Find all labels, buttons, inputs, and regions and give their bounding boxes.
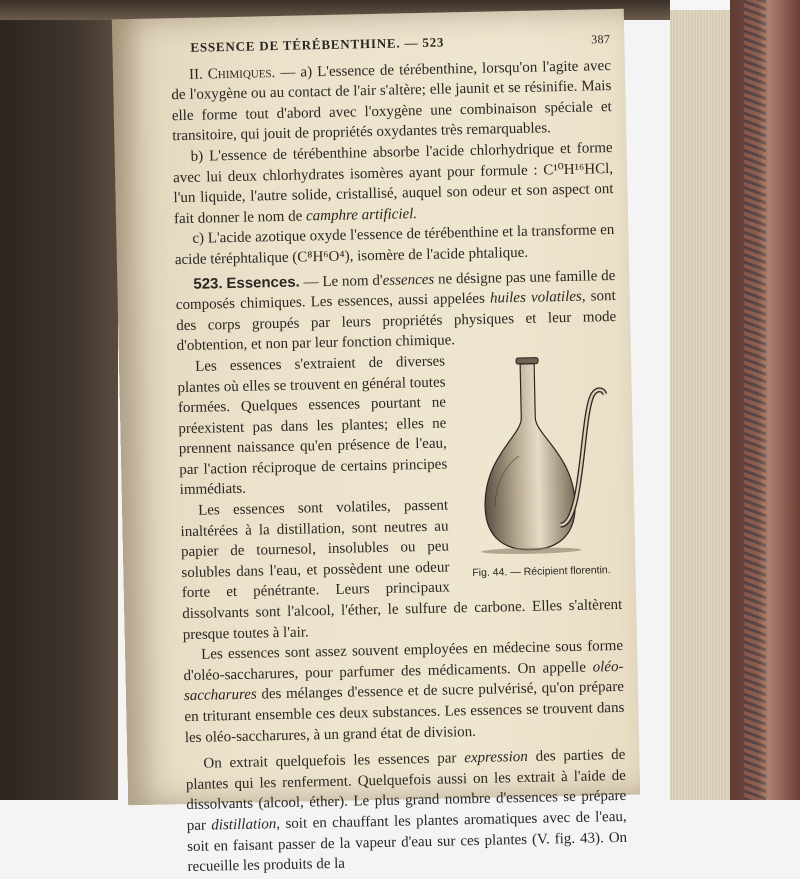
text-flow-with-figure bbox=[177, 348, 623, 645]
paragraph-extraction: Les essences s'extraient de diverses plantes où elles se trouvent en général toutes formées. Quelques essences pourtant ne préexistent pas dans les plantes; elles ne prennent naissance qu'en présence de l'eau, par l'action réciproque de certains principes immédiats. bbox=[177, 353, 448, 499]
running-head-section: — 523 bbox=[404, 34, 445, 51]
florentine-flask-illustration bbox=[462, 354, 616, 557]
paragraph-oleo-saccharures: Les essences sont assez souvent employées en médecine sous forme d'oléo-saccharures, pour parfumer des médicaments. On appelle oléo-saccharures des mélanges d'essence et de sucre pulvérisé, qu'on prépare en triturant ensemble ces deux substances. Les essences se trouvent dans les oléo-saccharures, à un grand état de division. bbox=[183, 638, 625, 746]
book-binding bbox=[0, 0, 118, 800]
paragraph-b: b) L'essence de térébenthine absorbe l'acide chlorhydrique et forme avec lui deux chlorhydrates isomères ayant pour formule : C¹⁰H¹⁶HCl, l'un liquide, l'autre solide, cristallisé, auquel son odeur et son aspect ont fait donner le nom de camphre artificiel. bbox=[172, 139, 614, 227]
figure-44 bbox=[457, 354, 622, 584]
running-head bbox=[190, 29, 610, 58]
page-stack-edge bbox=[670, 10, 730, 800]
paragraph-chimiques: II. Chimiques. — a) L'essence de térébenthine, lorsqu'on l'agite avec de l'oxygène ou au contact de l'air s'altère; elle jaunit et se résinifie. Mais elle forme tout d'abord avec l'oxygène une combinaison spéciale et transitoire, qui jouit de propriétés oxydantes très remarquables. bbox=[171, 57, 612, 145]
section-523: 523. Essences. — Le nom d'essences ne désigne pas une famille de composés chimiques. Les essences, aussi appelées huiles volatiles, sont des corps groupés par leurs propriétés physiques et leur mode d'obtention, et non par leur fonction chimique. bbox=[175, 267, 617, 355]
paragraph-label: II. Chimiques. bbox=[188, 64, 276, 83]
page-content bbox=[170, 29, 627, 878]
page-number: 387 bbox=[590, 32, 611, 47]
book-page bbox=[112, 9, 640, 876]
paragraph-c: c) L'acide azotique oxyde l'essence de térébenthine et la transforme en acide téréphtalique (C⁸H⁶O⁴), isomère de l'acide phtalique. bbox=[174, 222, 615, 269]
section-number: 523. bbox=[193, 274, 223, 293]
running-head-title: ESSENCE DE TÉRÉBENTHINE. bbox=[190, 35, 401, 55]
figure-caption: Fig. 44. — Récipient florentin. bbox=[472, 564, 611, 579]
marbled-cover-edge bbox=[730, 0, 800, 800]
paragraph-expression: On extrait quelquefois les essences par expression des parties de plantes qui les renferment. Quelquefois aussi on les extrait à l'aide de dissolvants (alcool, éther). Le plus grand nombre d'essences se prépare par distillation, soit en chauffant les plantes aromatiques avec de l'eau, soit en faisant passer de la vapeur d'eau sur ces plantes (V. fig. 43). On recueille les produits de la bbox=[185, 747, 628, 876]
paragraph-properties: Les essences sont volatiles, passent inaltérées à la distillation, sont neutres au papier de tournesol, insolubles ou peu solubles dans l'eau, et possèdent une odeur forte et pénétrante. Leurs principaux dissolvants sont l'alcool, l'éther, le sulfure de carbone. Elles s'altèrent presque toutes à l'air. bbox=[180, 497, 623, 643]
section-title: Essences. bbox=[226, 273, 300, 292]
